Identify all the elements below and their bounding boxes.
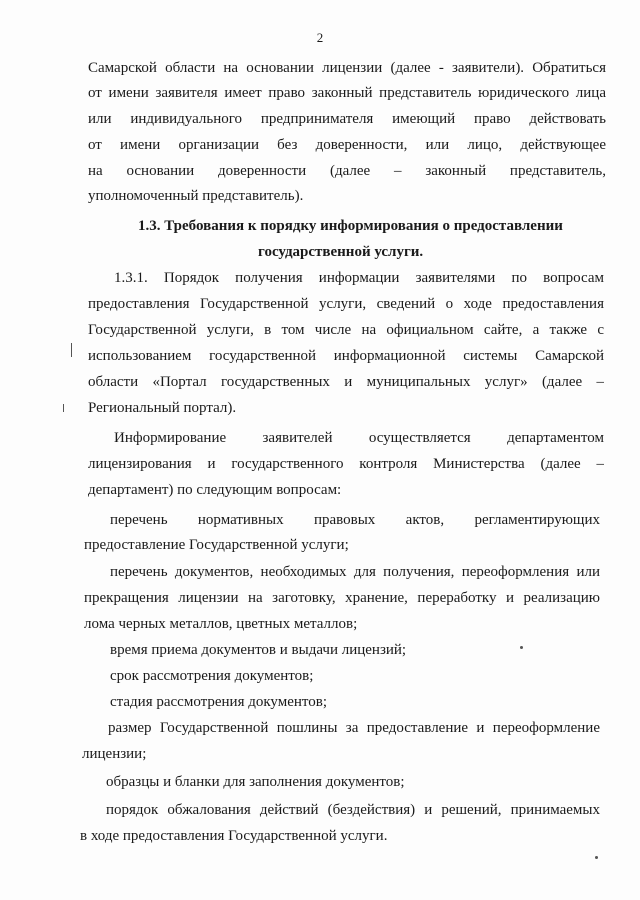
scan-artifact-dot [595,856,598,859]
list-item-continued: предоставление Государственной услуги; [84,537,349,553]
section-heading: 1.3. Требования к порядку информирования о предоставлении [138,218,563,234]
scan-artifact-mark [71,343,72,357]
paragraph-131-line: использованием государственной информационной системы Самарской [88,348,604,364]
list-item-continued: в ходе предоставления Государственной услуги. [80,828,388,844]
list-item-continued: лома черных металлов, цветных металлов; [84,616,358,632]
list-item: перечень документов, необходимых для получения, переоформления или [110,564,600,580]
scan-artifact-dot [520,646,523,649]
list-item: перечень нормативных правовых актов, регламентирующих [110,512,600,528]
list-item: образцы и бланки для заполнения документов; [106,774,405,790]
paragraph-131-line: предоставления Государственной услуги, сведений о ходе предоставления [88,296,604,312]
paragraph-131-line: Государственной услуги, в том числе на официальном сайте, а также с [88,322,604,338]
list-item-continued: прекращения лицензии на заготовку, хранение, переработку и реализацию [84,590,600,606]
list-item: порядок обжалования действий (бездействия) и решений, принимаемых [106,802,600,818]
list-item-continued: лицензии; [82,746,147,762]
paragraph-131-line: области «Портал государственных и муниципальных услуг» (далее – [88,374,604,390]
page-number: 2 [316,30,324,45]
paragraph-131-line: 1.3.1. Порядок получения информации заявителями по вопросам [114,270,604,286]
intro-line: от имени организации без доверенности, или лицо, действующее [88,137,606,153]
intro-line: на основании доверенности (далее – законный представитель, [88,163,606,179]
scan-artifact-mark [63,404,64,412]
paragraph-inform-line: Информирование заявителей осуществляется департаментом [114,430,604,446]
list-item: размер Государственной пошлины за предоставление и переоформление [108,720,600,736]
intro-line: уполномоченный представитель). [88,188,304,204]
intro-line: от имени заявителя имеет право законный представитель юридического лица [88,85,606,101]
list-item: срок рассмотрения документов; [110,668,314,684]
list-item: время приема документов и выдачи лицензий; [110,642,407,658]
intro-line: или индивидуального предпринимателя имеющий право действовать [88,111,606,127]
section-heading-continued: государственной услуги. [258,244,424,260]
paragraph-131-line: Региональный портал). [88,400,237,416]
paragraph-inform-line: лицензирования и государственного контроля Министерства (далее – [88,456,604,472]
intro-line: Самарской области на основании лицензии (далее - заявители). Обратиться [88,60,606,76]
paragraph-inform-line: департамент) по следующим вопросам: [88,482,342,498]
list-item: стадия рассмотрения документов; [110,694,328,710]
